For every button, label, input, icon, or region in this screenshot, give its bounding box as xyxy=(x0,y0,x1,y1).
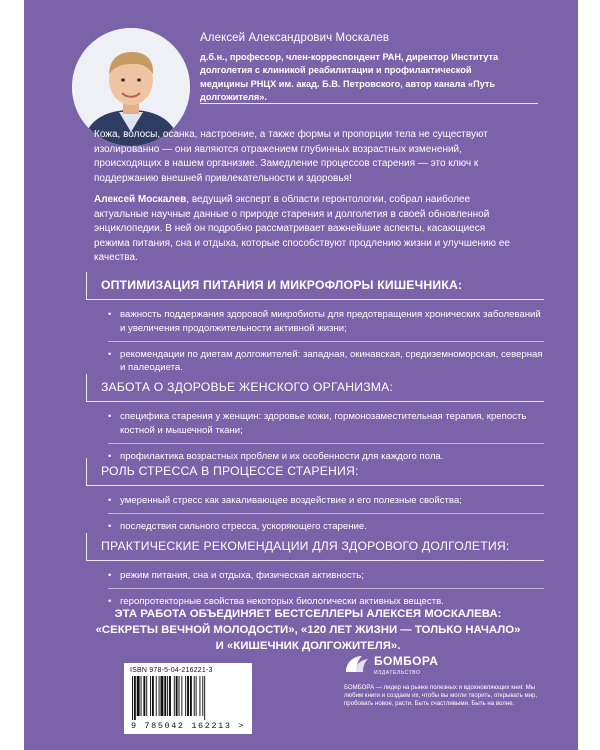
barcode-bars xyxy=(130,676,246,720)
isbn-label: ISBN 978-5-04-216221-3 xyxy=(130,667,213,674)
section-header xyxy=(86,272,544,300)
bullet-list xyxy=(86,494,544,539)
barcode-bar xyxy=(202,676,203,716)
barcode-bar xyxy=(159,676,160,716)
section-rule xyxy=(87,485,544,486)
bullet-item: • режим питания, сна и отдыха, физическая активность; xyxy=(108,569,544,589)
bullet-item: • специфика старения у женщин: здоровье кожи, гормонозаместительная терапия, крепость костной и мышечной ткани; xyxy=(108,410,544,444)
barcode-bar xyxy=(174,676,175,716)
barcode-bar xyxy=(167,676,168,716)
barcode-bar xyxy=(199,676,200,716)
page-margin xyxy=(578,0,600,750)
author-short-name: Алексей Москалев xyxy=(94,194,187,205)
section-nutrition xyxy=(86,272,544,386)
section-rule xyxy=(87,560,544,561)
barcode-bar xyxy=(169,676,171,716)
conclusion-line: ЭТА РАБОТА ОБЪЕДИНЯЕТ БЕСТСЕЛЛЕРЫ АЛЕКСЕЯ МОСКАЛЕВА: xyxy=(114,608,502,620)
barcode-bar xyxy=(181,676,182,716)
section-title: ОПТИМИЗАЦИЯ ПИТАНИЯ И МИКРОФЛОРЫ КИШЕЧНИКА: xyxy=(101,278,463,292)
barcode-bar xyxy=(137,676,140,716)
barcode-bar xyxy=(152,676,154,716)
section-rule xyxy=(87,299,544,300)
barcode-bar xyxy=(190,676,192,716)
conclusion-line: «СЕКРЕТЫ ВЕЧНОЙ МОЛОДОСТИ», «120 ЛЕТ ЖИЗНИ — ТОЛЬКО НАЧАЛО» xyxy=(95,624,521,636)
barcode-bar xyxy=(179,676,180,716)
conclusion-line: И «КИШЕЧНИК ДОЛГОЖИТЕЛЯ». xyxy=(215,640,401,652)
publisher-name: БОМБОРА xyxy=(374,654,439,668)
bullet-item: • последствия сильного стресса, ускоряющего старение. xyxy=(108,520,544,539)
barcode-bar xyxy=(146,676,147,716)
publisher-wordmark xyxy=(374,652,438,676)
author-credentials: д.б.н., профессор, член-корреспондент РАН, директор Института долголетия с клиникой реабилитации и профилактической медицины РНЦХ им. акад. Б.В. Петровского, автор канала «Путь долгожителя». xyxy=(200,52,499,103)
header-divider xyxy=(200,103,538,104)
author-summary-paragraph xyxy=(94,193,512,266)
section-title: ЗАБОТА О ЗДОРОВЬЕ ЖЕНСКОГО ОРГАНИЗМА: xyxy=(101,380,394,394)
barcode-bar xyxy=(204,676,205,720)
section-header xyxy=(86,374,544,402)
publisher-about: БОМБОРА — лидер на рынке полезных и вдохновляющих книг. Мы любим книги и создаем их, чтобы вы могли творить, открывать мир, пробовать новое, расти. Быть счастливыми. Быть на волне. xyxy=(344,684,538,707)
bullet-item: • умеренный стресс как закаливающее воздействие и его полезные свойства; xyxy=(108,494,544,514)
publisher-subtitle: ИЗДАТЕЛЬСТВО xyxy=(374,670,421,676)
bullet-list xyxy=(86,308,544,380)
barcode-bar xyxy=(161,676,164,716)
barcode-bar xyxy=(185,676,186,716)
bullet-item: • геропротекторные свойства некоторых биологически активных веществ. xyxy=(108,595,544,614)
bullet-item: • рекомендации по диетам долгожителей: западная, окинавская, средиземноморская, северная и палеодиета. xyxy=(108,348,544,381)
author-summary-text: , ведущий эксперт в области геронтологии, собрал наиболее актуальные научные данные о природе старения и долголетия в своей обновленной энциклопедии. В ней он подробно рассматривает важнейшие аспекты, касающиеся режима питания, сна и отдыха, которые способствуют продлению жизни и улучшению ее качества. xyxy=(94,194,510,264)
barcode-bar xyxy=(150,676,151,716)
barcode-digits: 9 785042 162213 > xyxy=(131,721,245,731)
barcode-bar xyxy=(134,676,136,720)
intro-paragraph: Кожа, волосы, осанка, настроение, а также формы и пропорции тела не существуют изолированно — они являются отражением глубинных возрастных изменений, происходящих в нашем организме. Замедление процессов старения — это ключ к поддержанию внешней привлекательности и здоровья! xyxy=(94,129,488,184)
barcode-bar xyxy=(176,676,178,716)
barcode-bar xyxy=(196,676,197,716)
bullet-item: • профилактика возрастных проблем и их особенности для каждого пола. xyxy=(108,450,544,469)
isbn-barcode xyxy=(124,663,252,734)
section-header xyxy=(86,458,544,486)
section-header xyxy=(86,533,544,561)
barcode-bar xyxy=(143,676,145,716)
publisher-mark-icon xyxy=(344,654,370,674)
barcode-bar xyxy=(132,676,133,720)
barcode-bar xyxy=(194,676,195,716)
section-stress xyxy=(86,458,544,545)
book-back-cover xyxy=(24,0,578,750)
publisher-logo xyxy=(344,652,438,676)
barcode-bar xyxy=(164,676,166,716)
section-title: ПРАКТИЧЕСКИЕ РЕКОМЕНДАЦИИ ДЛЯ ЗДОРОВОГО ДОЛГОЛЕТИЯ: xyxy=(101,539,510,553)
barcode-bar xyxy=(141,676,142,716)
barcode-bar xyxy=(156,676,157,716)
bullet-item: • важность поддержания здоровой микробиоты для предотвращения хронических заболеваний и увеличения продолжительности активной жизни; xyxy=(108,308,544,342)
conclusion-block xyxy=(84,606,532,654)
barcode-bar xyxy=(187,676,189,716)
section-title: РОЛЬ СТРЕССА В ПРОЦЕССЕ СТАРЕНИЯ: xyxy=(101,464,359,478)
author-name: Алексей Александрович Москалев xyxy=(200,32,390,44)
section-rule xyxy=(87,401,544,402)
